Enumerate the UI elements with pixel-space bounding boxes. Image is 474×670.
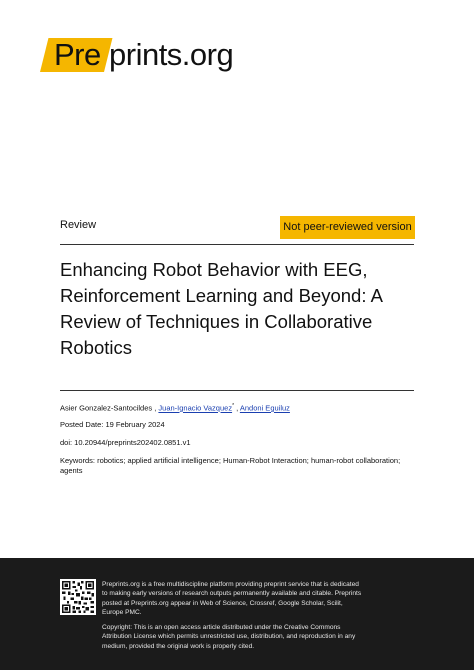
article-title: Enhancing Robot Behavior with EEG, Reinforcement Learning and Beyond: A Review of Techniques in Collaborative Robotics: [60, 259, 382, 358]
logo-text-pre: Pre: [54, 37, 101, 72]
doi: doi: 10.20944/preprints202402.0851.v1: [60, 438, 191, 447]
corresponding-author-mark: *: [232, 403, 235, 409]
author-link[interactable]: Juan-Ignacio Vazquez: [158, 403, 233, 413]
article-type-label: Review: [60, 219, 97, 231]
footer: [0, 558, 474, 670]
author-name: Asier Gonzalez-Santocildes: [60, 403, 153, 413]
qr-code-icon: [60, 579, 96, 615]
title-divider: [60, 390, 414, 391]
header-divider: [60, 244, 414, 245]
keywords: Keywords: robotics; applied artificial intelligence; Human-Robot Interaction; human-robot collaboration; agents: [60, 456, 401, 475]
preprints-logo[interactable]: [40, 36, 240, 74]
peer-review-status-badge: Not peer-reviewed version: [280, 216, 415, 239]
author-list: Asier Gonzalez-Santocildes , Juan-Ignacio Vazquez* , Andoni Eguiluz: [60, 403, 290, 413]
logo-text-rest: prints.org: [109, 37, 234, 72]
footer-copyright-text: Copyright: This is an open access article distributed under the Creative Commons Attribution License which permits unrestricted use, distribution, and reproduction in any medium, provided the original work is properly cited.: [102, 624, 356, 650]
posted-date: Posted Date: 19 February 2024: [60, 420, 165, 429]
footer-about-text: Preprints.org is a free multidiscipline platform providing preprint service that is dedicated to making early versions of research outputs permanently available and citable. Preprints posted at Preprints.org appear in Web of Science, Crossref, Google Scholar, Scilit, Europe PMC.: [102, 581, 362, 617]
author-link[interactable]: Andoni Eguiluz: [239, 403, 290, 413]
